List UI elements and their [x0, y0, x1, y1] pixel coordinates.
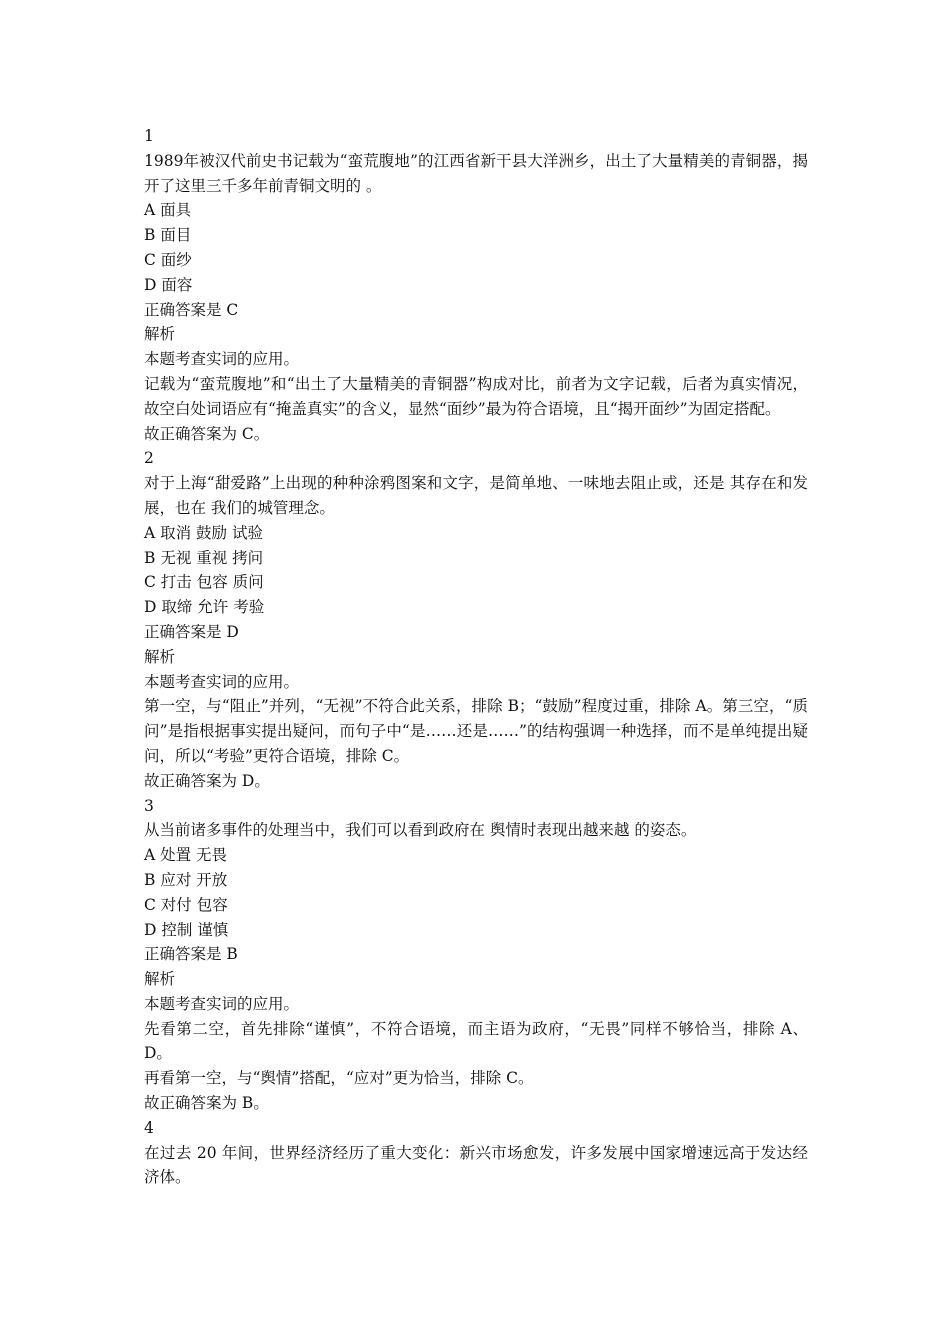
correct-answer: 正确答案是 D: [144, 622, 239, 641]
option-b: B 应对 开放: [144, 870, 228, 889]
question-stem: 1989年被汉代前史书记载为“蛮荒腹地”的江西省新干县大洋洲乡，出土了大量精美的青铜器，揭开了这里三千多年前青铜文明的 。: [144, 151, 808, 195]
analysis-paragraph: 再看第一空，与“舆情”搭配，“应对”更为恰当，排除 C。: [144, 1069, 534, 1088]
option-c: C 对付 包容: [144, 895, 228, 914]
analysis-paragraph: 本题考查实词的应用。: [144, 350, 300, 369]
analysis-label: 解析: [144, 325, 176, 344]
analysis-paragraph: 故正确答案为 D。: [144, 771, 270, 790]
analysis-paragraph: 先看第二空，首先排除“谨慎”，不符合语境，而主语为政府，“无畏”同样不够恰当，排除 A、D。: [144, 1019, 808, 1063]
option-a: A 处置 无畏: [144, 846, 228, 865]
analysis-label: 解析: [144, 647, 176, 666]
option-a: A 取消 鼓励 试验: [144, 523, 263, 542]
option-d: D 控制 谨慎: [144, 920, 229, 939]
correct-answer: 正确答案是 B: [144, 945, 238, 964]
option-b: B 面目: [144, 226, 192, 245]
question-4: [144, 1116, 808, 1190]
option-d: D 面容: [144, 275, 193, 294]
analysis-label: 解析: [144, 970, 176, 989]
question-number: 3: [144, 796, 154, 815]
option-c: C 面纱: [144, 250, 192, 269]
question-stem: 在过去 20 年间，世界经济经历了重大变化：新兴市场愈发，许多发展中国家增速远高于发达经济体。: [144, 1143, 808, 1187]
question-1: [144, 124, 808, 446]
question-number: 1: [144, 127, 154, 145]
option-c: C 打击 包容 质问: [144, 573, 264, 592]
correct-answer: 正确答案是 C: [144, 300, 239, 319]
option-a: A 面具: [144, 201, 192, 220]
analysis-paragraph: 故正确答案为 C。: [144, 424, 270, 443]
analysis-paragraph: 故正确答案为 B。: [144, 1094, 269, 1113]
analysis-paragraph: 本题考查实词的应用。: [144, 672, 300, 691]
question-number: 2: [144, 449, 154, 468]
analysis-paragraph: 第一空，与“阻止”并列，“无视”不符合此关系，排除 B；“鼓励”程度过重，排除 A。第三空，“质问”是指根据事实提出疑问，而句子中“是……还是……”的结构强调一种选择，而不是单纯提出疑问，所以“考验”更符合语境，排除 C。: [144, 697, 808, 765]
question-stem: 从当前诸多事件的处理当中，我们可以看到政府在 舆情时表现出越来越 的姿态。: [144, 821, 697, 840]
question-stem: 对于上海“甜爱路”上出现的种种涂鸦图案和文字，是简单地、一味地去阻止或，还是 其存在和发展，也在 我们的城管理念。: [144, 474, 808, 517]
option-b: B 无视 重视 拷问: [144, 548, 264, 567]
question-number: 4: [144, 1118, 154, 1137]
question-2: [144, 446, 808, 793]
document-page: [144, 124, 808, 1190]
analysis-paragraph: 记载为“蛮荒腹地”和“出土了大量精美的青铜器”构成对比，前者为文字记载，后者为真实情况，故空白处词语应有“掩盖真实”的含义，显然“面纱”最为符合语境，且“揭开面纱”为固定搭配。: [144, 374, 808, 418]
option-d: D 取缔 允许 考验: [144, 598, 265, 617]
analysis-paragraph: 本题考查实词的应用。: [144, 994, 300, 1013]
question-3: [144, 794, 808, 1116]
